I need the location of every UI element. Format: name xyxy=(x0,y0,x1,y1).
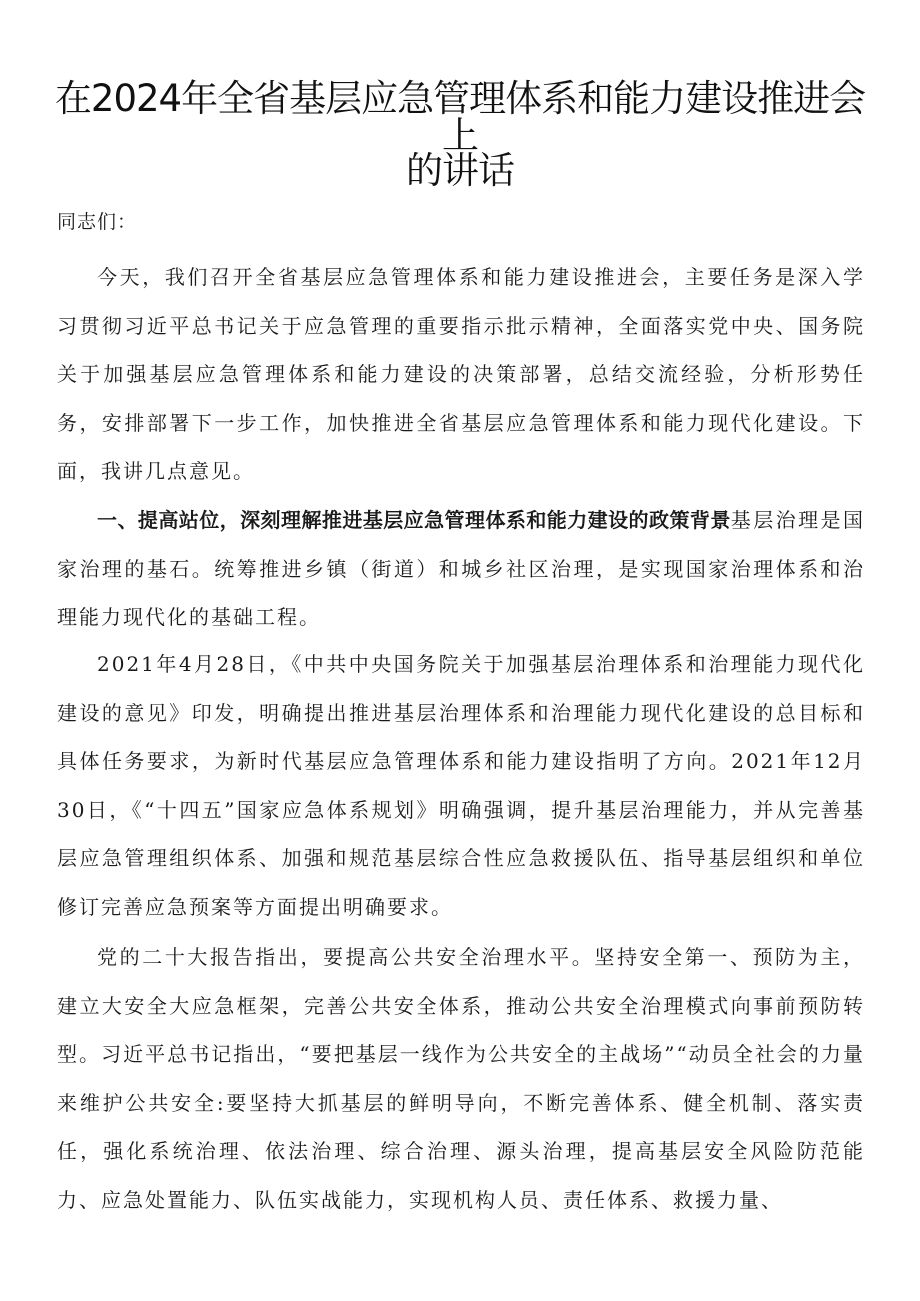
section-heading: 一、提高站位，深刻理解推进基层应急管理体系和能力建设的政策背景 xyxy=(97,508,731,532)
document-title-line2: 的讲话 xyxy=(406,149,514,192)
paragraph-section-one xyxy=(57,496,865,642)
document-title-line1: 在2024年全省基层应急管理体系和能力建设推进会上 xyxy=(54,77,866,157)
greeting: 同志们： xyxy=(57,211,138,233)
paragraph-twentieth-congress: 党的二十大报告指出，要提高公共安全治理水平。坚持安全第一、预防为主，建立大安全大应急框架，完善公共安全体系，推动公共安全治理模式向事前预防转型。习近平总书记指出，“要把基层一线作为公共安全的主战场”“动员全社会的力量来维护公共安全:要坚持大抓基层的鲜明导向，不断完善体系、健全机制、落实责任，强化系统治理、依法治理、综合治理、源头治理，提高基层安全风险防范能力、应急处置能力、队伍实战能力，实现机构人员、责任体系、救援力量、 xyxy=(57,945,865,1212)
section-one-text: 基层治理是国家治理的基石。统筹推进乡镇（街道）和城乡社区治理，是实现国家治理体系和治理能力现代化的基础工程。 xyxy=(57,508,866,630)
paragraph-intro: 今天，我们召开全省基层应急管理体系和能力建设推进会，主要任务是深入学习贯彻习近平总书记关于应急管理的重要指示批示精神，全面落实党中央、国务院关于加强基层应急管理体系和能力建设的决策部署，总结交流经验，分析形势任务，安排部署下一步工作，加快推进全省基层应急管理体系和能力现代化建设。下面，我讲几点意见。 xyxy=(57,265,865,484)
paragraph-policy-background: 2021年4月28日，《中共中央国务院关于加强基层治理体系和治理能力现代化建设的意见》印发，明确提出推进基层治理体系和治理能力现代化建设的总目标和具体任务要求，为新时代基层应急管理体系和能力建设指明了方向。2021年12月30日，《“十四五”国家应急体系规划》明确强调，提升基层治理能力，并从完善基层应急管理组织体系、加强和规范基层综合性应急救援队伍、指导基层组织和单位修订完善应急预案等方面提出明确要求。 xyxy=(57,652,865,919)
